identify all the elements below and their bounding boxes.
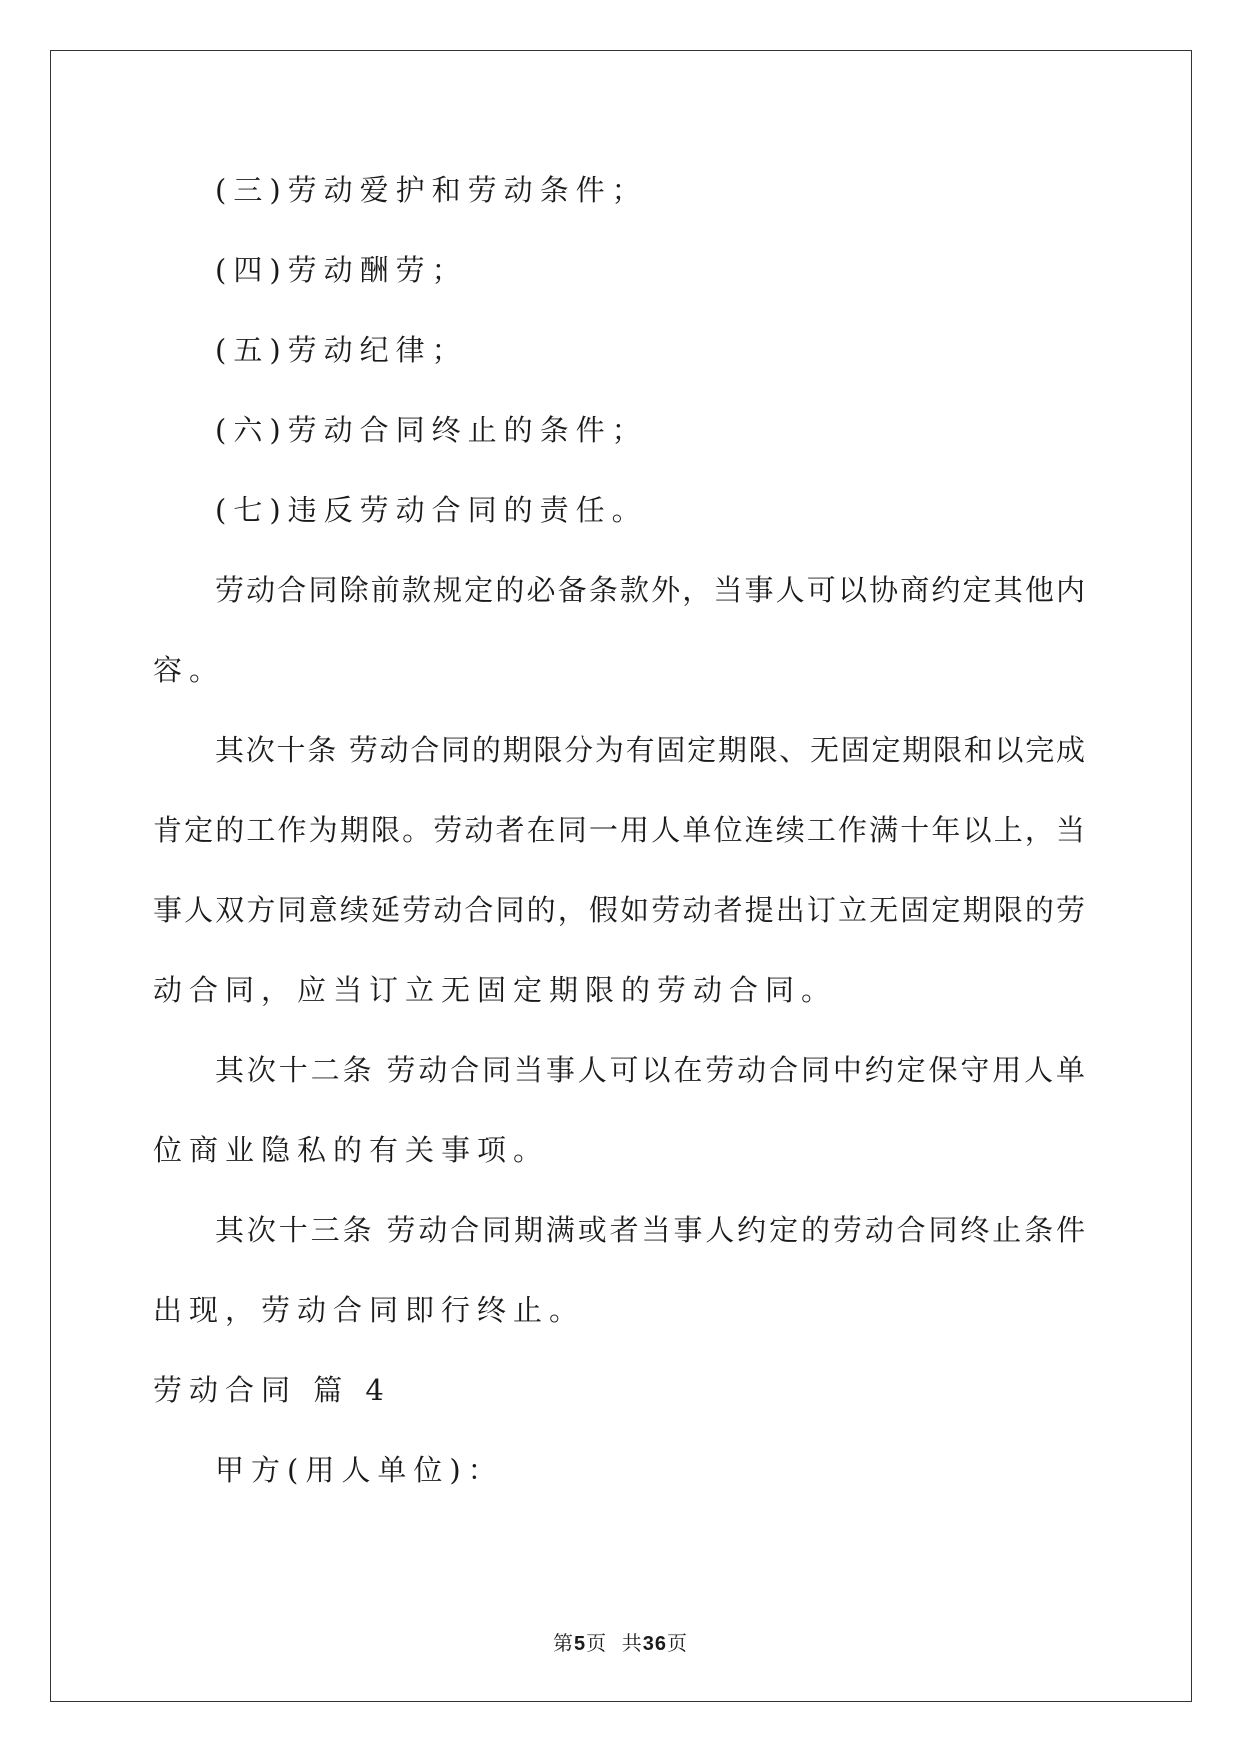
total-pages: 36 <box>642 1633 668 1655</box>
article-23-line: 其次十三条 劳动合同期满或者当事人约定的劳动合同终止条件 <box>215 1213 1085 1247</box>
article-20-line: 其次十条 劳动合同的期限分为有固定期限、无固定期限和以完成 <box>215 733 1085 767</box>
clause-6-line: (六)劳动合同终止的条件； <box>215 413 648 447</box>
page-footer <box>0 1630 1241 1657</box>
party-a-line: 甲方(用人单位)： <box>215 1453 504 1487</box>
clause-7-line: (七)违反劳动合同的责任。 <box>215 493 648 527</box>
footer-mid: 页 共 <box>586 1631 643 1655</box>
paragraph-line: 容。 <box>153 653 226 687</box>
clause-4-line: (四)劳动酬劳； <box>215 253 468 287</box>
clause-3-line: (三)劳动爱护和劳动条件； <box>215 173 648 207</box>
article-22-line: 其次十二条 劳动合同当事人可以在劳动合同中约定保守用人单 <box>215 1053 1085 1087</box>
footer-suffix: 页 <box>667 1631 689 1655</box>
section-heading: 劳动合同 篇 4 <box>153 1373 391 1407</box>
paragraph-line: 动合同，应当订立无固定期限的劳动合同。 <box>153 973 838 1007</box>
page-number: 5 <box>573 1633 587 1655</box>
paragraph-line: 劳动合同除前款规定的必备条款外，当事人可以协商约定其他内 <box>215 573 1085 607</box>
paragraph-line: 出现，劳动合同即行终止。 <box>153 1293 586 1327</box>
footer-prefix: 第 <box>552 1631 574 1655</box>
clause-5-line: (五)劳动纪律； <box>215 333 468 367</box>
paragraph-line: 肯定的工作为期限。劳动者在同一用人单位连续工作满十年以上，当 <box>153 813 1085 847</box>
paragraph-line: 事人双方同意续延劳动合同的，假如劳动者提出订立无固定期限的劳 <box>153 893 1085 927</box>
paragraph-line: 位商业隐私的有关事项。 <box>153 1133 550 1167</box>
